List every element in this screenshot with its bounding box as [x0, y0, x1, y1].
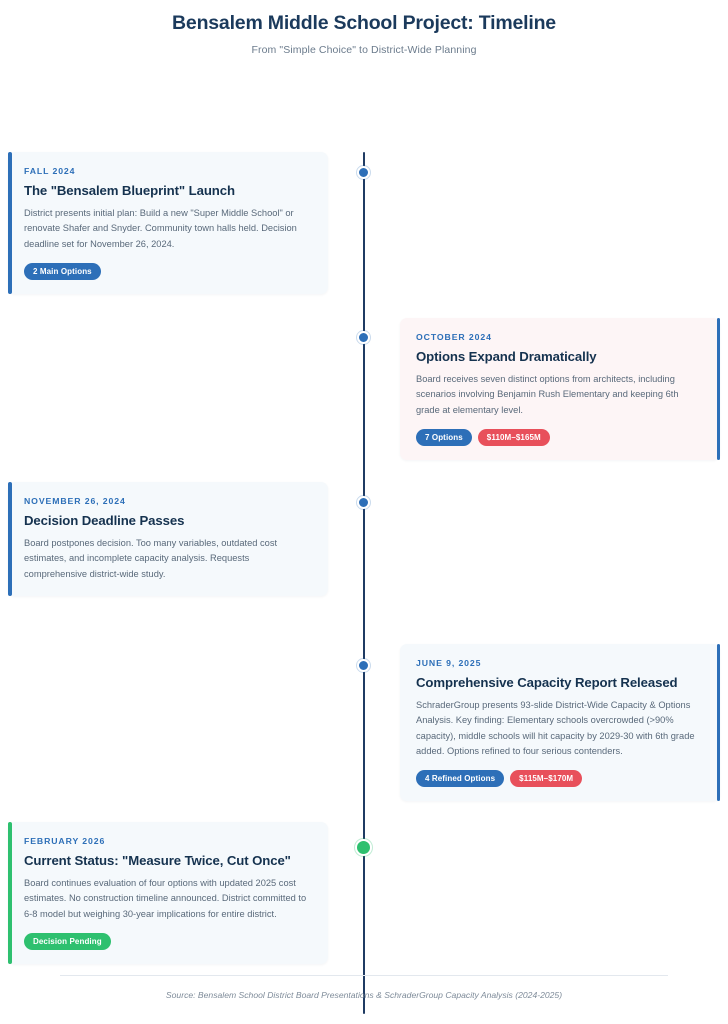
event-card-accent-bar	[8, 482, 12, 596]
event-card	[8, 482, 328, 596]
event-description: Board continues evaluation of four options with updated 2025 cost estimates. No construction timeline announced. District committed to 6-8 model but weighing 30-year implications for entire district.	[24, 878, 307, 919]
timeline-event	[400, 318, 720, 460]
status-badge[interactable]: Decision Pending	[24, 933, 111, 950]
timeline-dot	[357, 496, 370, 509]
event-description: Board receives seven distinct options from architects, including scenarios involving Benjamin Rush Elementary and keeping 6th grade at elementary level.	[416, 374, 679, 415]
event-date: FEBRUARY 2026	[24, 836, 106, 846]
event-card-accent-bar	[8, 152, 12, 294]
timeline-event	[8, 482, 328, 596]
page-subtitle: From "Simple Choice" to District-Wide Planning	[251, 44, 477, 56]
status-badge[interactable]: 7 Options	[416, 429, 472, 446]
status-badge[interactable]: 4 Refined Options	[416, 770, 504, 787]
page-footer	[0, 975, 728, 1000]
event-title: Options Expand Dramatically	[416, 349, 597, 364]
event-title: The "Bensalem Blueprint" Launch	[24, 183, 235, 198]
event-card	[8, 152, 328, 294]
page-title: Bensalem Middle School Project: Timeline	[172, 12, 556, 34]
timeline-event	[400, 644, 720, 801]
event-title: Comprehensive Capacity Report Released	[416, 675, 678, 690]
event-card	[8, 822, 328, 964]
event-title: Current Status: "Measure Twice, Cut Once"	[24, 853, 291, 868]
status-badge[interactable]: $115M–$170M	[510, 770, 582, 787]
event-badges	[24, 933, 312, 950]
timeline-dot	[357, 659, 370, 672]
timeline-dot	[357, 166, 370, 179]
event-description: SchraderGroup presents 93-slide District-Wide Capacity & Options Analysis. Key finding: Elementary schools overcrowded (>90% capacity), middle schools will hit capacity by 2029-30 with 6th grade added. Options refined to four serious contenders.	[416, 700, 695, 756]
status-badge[interactable]: $110M–$165M	[478, 429, 550, 446]
event-date: NOVEMBER 26, 2024	[24, 496, 126, 506]
status-badge[interactable]: 2 Main Options	[24, 263, 101, 280]
source-note: Source: Bensalem School District Board Presentations & SchraderGroup Capacity Analysis (2024-2025)	[165, 990, 563, 1000]
event-card	[400, 644, 720, 801]
event-date: FALL 2024	[24, 166, 76, 176]
event-description: Board postpones decision. Too many variables, outdated cost estimates, and incomplete capacity analysis. Requests comprehensive district-wide study.	[24, 538, 278, 579]
timeline-event	[8, 152, 328, 294]
event-card-accent-bar	[717, 318, 721, 460]
event-description: District presents initial plan: Build a new "Super Middle School" or renovate Shafer and Snyder. Community town halls held. Decision deadline set for November 26, 2024.	[24, 208, 297, 249]
timeline-dot-current	[355, 839, 372, 856]
event-date: OCTOBER 2024	[416, 332, 492, 342]
event-badges	[416, 770, 704, 787]
event-card-accent-bar	[717, 644, 721, 801]
event-card	[400, 318, 720, 460]
event-date: JUNE 9, 2025	[416, 658, 482, 668]
page-header	[0, 0, 728, 62]
timeline	[0, 84, 728, 946]
timeline-dot	[357, 331, 370, 344]
event-badges	[24, 263, 312, 280]
event-title: Decision Deadline Passes	[24, 513, 185, 528]
event-card-accent-bar	[8, 822, 12, 964]
footer-divider	[60, 975, 668, 976]
event-badges	[416, 429, 704, 446]
timeline-spine	[363, 152, 365, 1014]
timeline-event	[8, 822, 328, 964]
